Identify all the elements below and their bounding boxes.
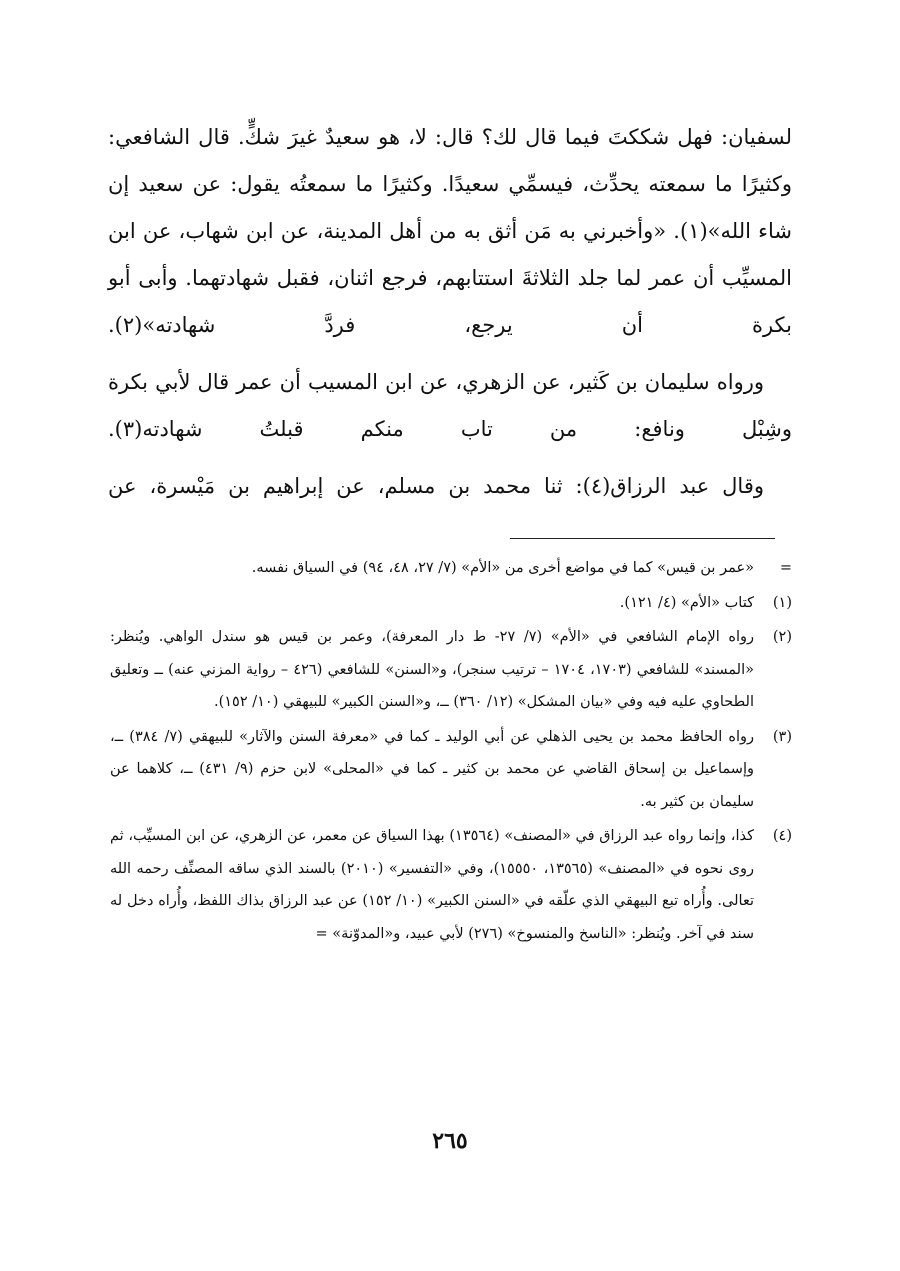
footnote-2 <box>110 621 792 719</box>
main-paragraph-1: لسفيان: فهل شككتَ فيما قال لك؟ قال: لا، هو سعيدٌ غيرَ شكٍّ. قال الشافعي: وكثيرًا ما سمعته يحدِّث، فيسمِّي سعيدًا. وكثيرًا ما سمعتُه يقول: عن سعيد إن شاء الله»(١). «وأخبرني به مَن أثق به من أهل المدينة، عن ابن شهاب، عن ابن المسيِّب أن عمر لما جلد الثلاثةَ استتابهم، فرجع اثنان، فقبل شهادتهما. وأبى أبو بكرة أن يرجع، فردَّ شهادته»(٢). <box>108 125 793 337</box>
main-paragraph-3: وقال عبد الرزاق(٤): ثنا محمد بن مسلم، عن إبراهيم بن مَيْسرة، عن <box>108 474 764 498</box>
footnote-divider <box>510 538 775 539</box>
footnote-number: (٢) <box>772 629 792 645</box>
main-paragraph-2: ورواه سليمان بن كَثير، عن الزهري، عن ابن المسيب أن عمر قال لأبي بكرة وشِبْل ونافع: من تاب منكم قبلتُ شهادته(٣). <box>108 370 792 441</box>
footnote-number: (٣) <box>772 728 792 745</box>
footnote-text: «عمر بن قيس» كما في مواضع أخرى من «الأم» (٧/ ٢٧، ٤٨، ٩٤) في السياق نفسه. <box>251 560 754 576</box>
footnote-text: رواه الحافظ محمد بن يحيى الذهلي عن أبي الوليد ـ كما في «معرفة السنن والآثار» للبيهقي (٧/ ٣٨٤) ــ، وإسماعيل بن إسحاق القاضي عن محمد بن كثير ـ كما في «المحلى» لابن حزم (٩/ ٤٣١) ــ، كلاهما عن سليمان بن كثير به. <box>110 728 754 810</box>
footnote-1 <box>110 587 792 620</box>
footnote-3 <box>110 721 792 819</box>
footnote-number: (٤) <box>772 828 792 844</box>
footnote-text: رواه الإمام الشافعي في «الأم» (٧/ ٢٧- ط دار المعرفة)، وعمر بن قيس هو سندل الواهي. ويُنظر: «المسند» للشافعي (١٧٠٣، ١٧٠٤ – ترتيب سنجر)، و«السنن» للشافعي (٤٢٦ – رواية المزني عنه) ــ وتعليق الطحاوي عليه فيه وفي «بيان المشكل» (١٢/ ٣٦٠) ــ، و«السنن الكبير» للبيهقي (١٠/ ١٥٢). <box>110 629 755 710</box>
footnote-continuation <box>110 552 792 585</box>
page-number: ٢٦٥ <box>432 1128 468 1154</box>
footnote-4 <box>110 820 792 950</box>
main-text <box>108 114 792 510</box>
footnote-number: (١) <box>772 594 792 611</box>
footnote-marker: = <box>779 560 792 576</box>
footnote-text: كذا، وإنما رواه عبد الرزاق في «المصنف» (١٣٥٦٤) بهذا السياق عن معمر، عن الزهري، عن ابن المسيِّب، ثم روى نحوه في «المصنف» (١٣٥٦٥، ١٥٥٥٠)، وفي «التفسير» (٢٠١٠) بالسند الذي ساقه المصنِّف رحمه الله تعالى. وأُراه تبع البيهقي الذي علّقه في «السنن الكبير» (١٠/ ١٥٢) عن عبد الرزاق بذاك اللفظ، وأُراه دخل له سند في آخر. ويُنظر: «الناسخ والمنسوخ» (٢٧٦) لأبي عبيد، و«المدوّنة» = <box>110 828 754 942</box>
footnote-text: كتاب «الأم» (٤/ ١٢١). <box>619 594 754 611</box>
footnotes <box>110 552 792 952</box>
